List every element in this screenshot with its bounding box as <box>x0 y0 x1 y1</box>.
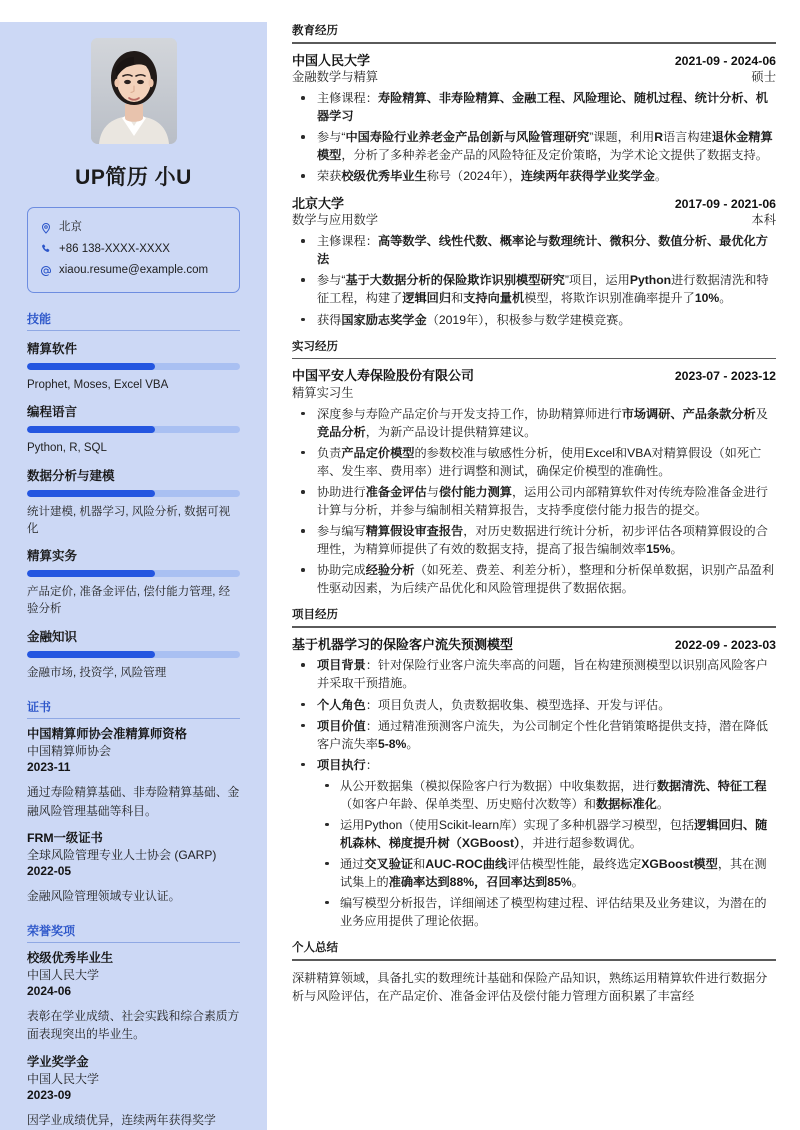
skill-item <box>27 546 240 617</box>
list-item: 参与编写精算假设审查报告，对历史数据进行统计分析，初步评估各项精算假设的合理性，为精算师提供了有效的数据支持，提高了报告编制效率15%。 <box>292 522 776 558</box>
certificate-name: FRM一级证书 <box>27 830 103 845</box>
section-title: 个人总结 <box>292 942 338 955</box>
skill-item <box>27 339 240 394</box>
sidebar-section-title: 证书 <box>27 700 52 715</box>
at-email-icon <box>39 264 52 277</box>
skill-progress-fill <box>27 363 155 370</box>
skill-name: 精算软件 <box>27 341 78 356</box>
skill-progress-fill <box>27 426 155 433</box>
education-entry <box>292 52 776 186</box>
list-item: 主修课程：寿险精算、非寿险精算、金融工程、风险理论、随机过程、统计分析、机器学习 <box>292 89 776 125</box>
page-title: UP简历 小U <box>75 166 192 189</box>
list-item: 深度参与寿险产品定价与开发支持工作，协助精算师进行市场调研、产品条款分析及竞品分析，为新产品设计提供精算建议。 <box>292 405 776 441</box>
school-name: 中国人民大学 <box>292 52 371 68</box>
divider <box>292 42 776 44</box>
award-name: 学业奖学金 <box>27 1054 89 1069</box>
skill-progress-track <box>27 426 240 433</box>
phone-icon <box>39 243 52 256</box>
certificate-description: 通过寿险精算基础、非寿险精算基础、金融风险管理基础等科目。 <box>27 785 240 818</box>
internship-entry <box>292 367 776 597</box>
skill-item <box>27 627 240 682</box>
skill-progress-fill <box>27 490 155 497</box>
bullet-list <box>292 232 776 328</box>
summary-text: 深耕精算领域，具备扎实的数理统计基础和保险产品知识，熟练运用精算软件进行数据分析与风险评估，在产品定价、准备金评估及偿付能力管理方面积累了丰富经 <box>292 970 768 1004</box>
entry-date: 2017-09 - 2021-06 <box>674 196 776 211</box>
award-date: 2024-06 <box>27 984 72 999</box>
list-item: 项目执行： 从公开数据集（模拟保险客户行为数据）中收集数据，进行数据清洗、特征工程（如客户年龄、保单类型、历史赔付次数等）和数据标准化。 运用Python（使用Scikit-learn库）实现了多种机器学习模型，包括逻辑回归、随机森林、梯度提升树（XGBoost），并进行超参数调优。 通过交叉验证和AUC-ROC曲线评估模型性能，最终选定XGBoost模型，其在测试集上的准确率达到88%，召回率达到85%。 编写模型分析报告，详细阐述了模型构建过程、评估结果及业务建议，为潜在的业务应用提供了理论依据。 <box>292 756 776 930</box>
skill-name: 金融知识 <box>27 629 78 644</box>
contact-location[interactable] <box>39 217 228 239</box>
sidebar-section-skills <box>27 310 240 682</box>
divider <box>27 718 240 719</box>
list-item: 协助进行准备金评估与偿付能力测算，运用公司内部精算软件对传统寿险准备金进行计算与分析，并参与编制相关精算报告，支持季度偿付能力报告的提交。 <box>292 483 776 519</box>
award-date: 2023-09 <box>27 1087 72 1102</box>
major: 数学与应用数学 <box>292 213 379 228</box>
entry-subheader <box>292 385 776 402</box>
list-item: 项目价值：通过精准预测客户流失，为公司制定个性化营销策略提供支持，潜在降低客户流失率5-8%。 <box>292 717 776 753</box>
entry-header <box>292 52 776 70</box>
skill-description: 产品定价, 准备金评估, 偿付能力管理, 经验分析 <box>27 586 231 615</box>
award-item <box>27 1055 240 1129</box>
entry-header <box>292 367 776 385</box>
award-name: 校级优秀毕业生 <box>27 951 114 966</box>
section-education <box>292 22 776 329</box>
list-item: 个人角色：项目负责人，负责数据收集、模型选择、开发与评估。 <box>292 696 776 714</box>
sidebar-section-title: 荣誉奖项 <box>27 924 76 939</box>
list-item: 参与“中国寿险行业养老金产品创新与风险管理研究”课题，利用R语言构建退休金精算模型，分析了多种养老金产品的风险特征及定价策略，为学术论文提供了数据支持。 <box>292 128 776 164</box>
list-item: 协助完成经验分析（如死差、费差、利差分析），整理和分析保单数据，识别产品盈利性驱动因素，为后续产品优化和风险管理提供了数据依据。 <box>292 561 776 597</box>
certificate-date: 2022-05 <box>27 863 72 878</box>
list-item: 荣获校级优秀毕业生称号（2024年），连续两年获得学业奖学金。 <box>292 167 776 185</box>
section-title: 实习经历 <box>292 340 338 353</box>
skill-name: 编程语言 <box>27 405 78 420</box>
entry-subheader <box>292 212 776 229</box>
certificate-item <box>27 831 240 905</box>
main-content <box>267 22 800 1130</box>
award-item <box>27 951 240 1044</box>
skill-name: 数据分析与建模 <box>27 468 115 483</box>
bullet-list <box>292 405 776 597</box>
portrait-photo-icon <box>91 38 177 144</box>
list-item: 主修课程：高等数学、线性代数、概率论与数理统计、微积分、数值分析、最优化方法 <box>292 232 776 268</box>
certificate-org: 中国精算师协会 <box>27 744 112 759</box>
degree: 硕士 <box>751 70 776 85</box>
sidebar-section-awards <box>27 922 240 1129</box>
avatar-container <box>27 38 240 144</box>
entry-subheader <box>292 69 776 86</box>
award-org: 中国人民大学 <box>27 968 100 983</box>
certificate-description: 金融风险管理领域专业认证。 <box>27 888 181 903</box>
certificate-org: 全球风险管理专业人士协会 (GARP) <box>27 847 217 862</box>
list-item: 编写模型分析报告，详细阐述了模型构建过程、评估结果及业务建议，为潜在的业务应用提供了理论依据。 <box>317 894 776 930</box>
list-item: 获得国家励志奖学金（2019年），积极参与数学建模竞赛。 <box>292 311 776 329</box>
contact-card <box>27 207 240 293</box>
school-name: 北京大学 <box>292 195 345 211</box>
sidebar-section-certificates <box>27 698 240 905</box>
sub-bullet-list <box>317 777 776 930</box>
divider <box>292 959 776 961</box>
section-summary <box>292 939 776 1006</box>
skill-description: 统计建模, 机器学习, 风险分析, 数据可视化 <box>27 505 231 535</box>
skill-description: Prophet, Moses, Excel VBA <box>27 378 169 391</box>
skill-progress-track <box>27 363 240 370</box>
avatar <box>91 38 177 144</box>
skill-item <box>27 466 240 537</box>
list-item: 项目背景：针对保险行业客户流失率高的问题，旨在构建预测模型以识别高风险客户并采取干预措施。 <box>292 656 776 692</box>
entry-header <box>292 195 776 213</box>
location-pin-icon <box>39 221 52 234</box>
award-description: 因学业成绩优异，连续两年获得奖学 <box>27 1112 216 1127</box>
company-name: 中国平安人寿保险股份有限公司 <box>292 368 475 384</box>
skill-description: 金融市场, 投资学, 风险管理 <box>27 666 167 679</box>
degree: 本科 <box>751 213 776 228</box>
entry-header <box>292 636 776 654</box>
section-internship <box>292 338 776 598</box>
project-name: 基于机器学习的保险客户流失预测模型 <box>292 636 514 652</box>
section-projects <box>292 606 776 930</box>
certificate-name: 中国精算师协会准精算师资格 <box>27 727 187 742</box>
skill-progress-track <box>27 651 240 658</box>
sidebar-section-title: 技能 <box>27 311 52 326</box>
award-description: 表彰在学业成绩、社会实践和综合素质方面表现突出的毕业生。 <box>27 1009 240 1042</box>
skill-name: 精算实务 <box>27 549 78 564</box>
contact-phone-value: +86 138-XXXX-XXXX <box>59 242 170 255</box>
skill-description: Python, R, SQL <box>27 442 107 455</box>
list-item: 通过交叉验证和AUC-ROC曲线评估模型性能，最终选定XGBoost模型，其在测试集上的准确率达到88%，召回率达到85%。 <box>317 855 776 891</box>
certificate-date: 2023-11 <box>27 760 71 775</box>
skill-progress-track <box>27 490 240 497</box>
major: 金融数学与精算 <box>292 70 379 85</box>
section-title: 教育经历 <box>292 25 338 37</box>
skill-progress-track <box>27 570 240 577</box>
divider <box>292 358 776 360</box>
divider <box>27 330 240 331</box>
skill-item <box>27 402 240 457</box>
contact-email-value: xiaou.resume@example.com <box>59 264 209 277</box>
project-entry <box>292 636 776 930</box>
list-item: 运用Python（使用Scikit-learn库）实现了多种机器学习模型，包括逻辑回归、随机森林、梯度提升树（XGBoost），并进行超参数调优。 <box>317 816 776 852</box>
certificate-item <box>27 727 240 820</box>
bullet-list <box>292 89 776 185</box>
skill-progress-fill <box>27 651 155 658</box>
list-item: 参与“基于大数据分析的保险欺诈识别模型研究”项目，运用Python进行数据清洗和特征工程，构建了逻辑回归和支持向量机模型，将欺诈识别准确率提升了10%。 <box>292 271 776 307</box>
contact-email[interactable] <box>39 260 228 282</box>
divider <box>292 626 776 628</box>
education-entry <box>292 195 776 329</box>
job-role: 精算实习生 <box>292 385 354 400</box>
entry-date: 2021-09 - 2024-06 <box>674 53 776 68</box>
contact-phone[interactable] <box>39 239 228 261</box>
award-org: 中国人民大学 <box>27 1071 100 1086</box>
list-item: 负责产品定价模型的参数校准与敏感性分析，使用Excel和VBA对精算假设（如死亡率、发生率、费用率）进行调整和测试，确保定价模型的准确性。 <box>292 444 776 480</box>
sidebar <box>0 22 267 1130</box>
skill-progress-fill <box>27 570 155 577</box>
bullet-list <box>292 656 776 930</box>
divider <box>27 942 240 943</box>
entry-date: 2023-07 - 2023-12 <box>674 369 776 384</box>
section-title: 项目经历 <box>292 609 338 622</box>
list-item: 从公开数据集（模拟保险客户行为数据）中收集数据，进行数据清洗、特征工程（如客户年龄、保单类型、历史赔付次数等）和数据标准化。 <box>317 777 776 813</box>
contact-location-value: 北京 <box>59 221 82 233</box>
entry-date: 2022-09 - 2023-03 <box>674 637 776 652</box>
